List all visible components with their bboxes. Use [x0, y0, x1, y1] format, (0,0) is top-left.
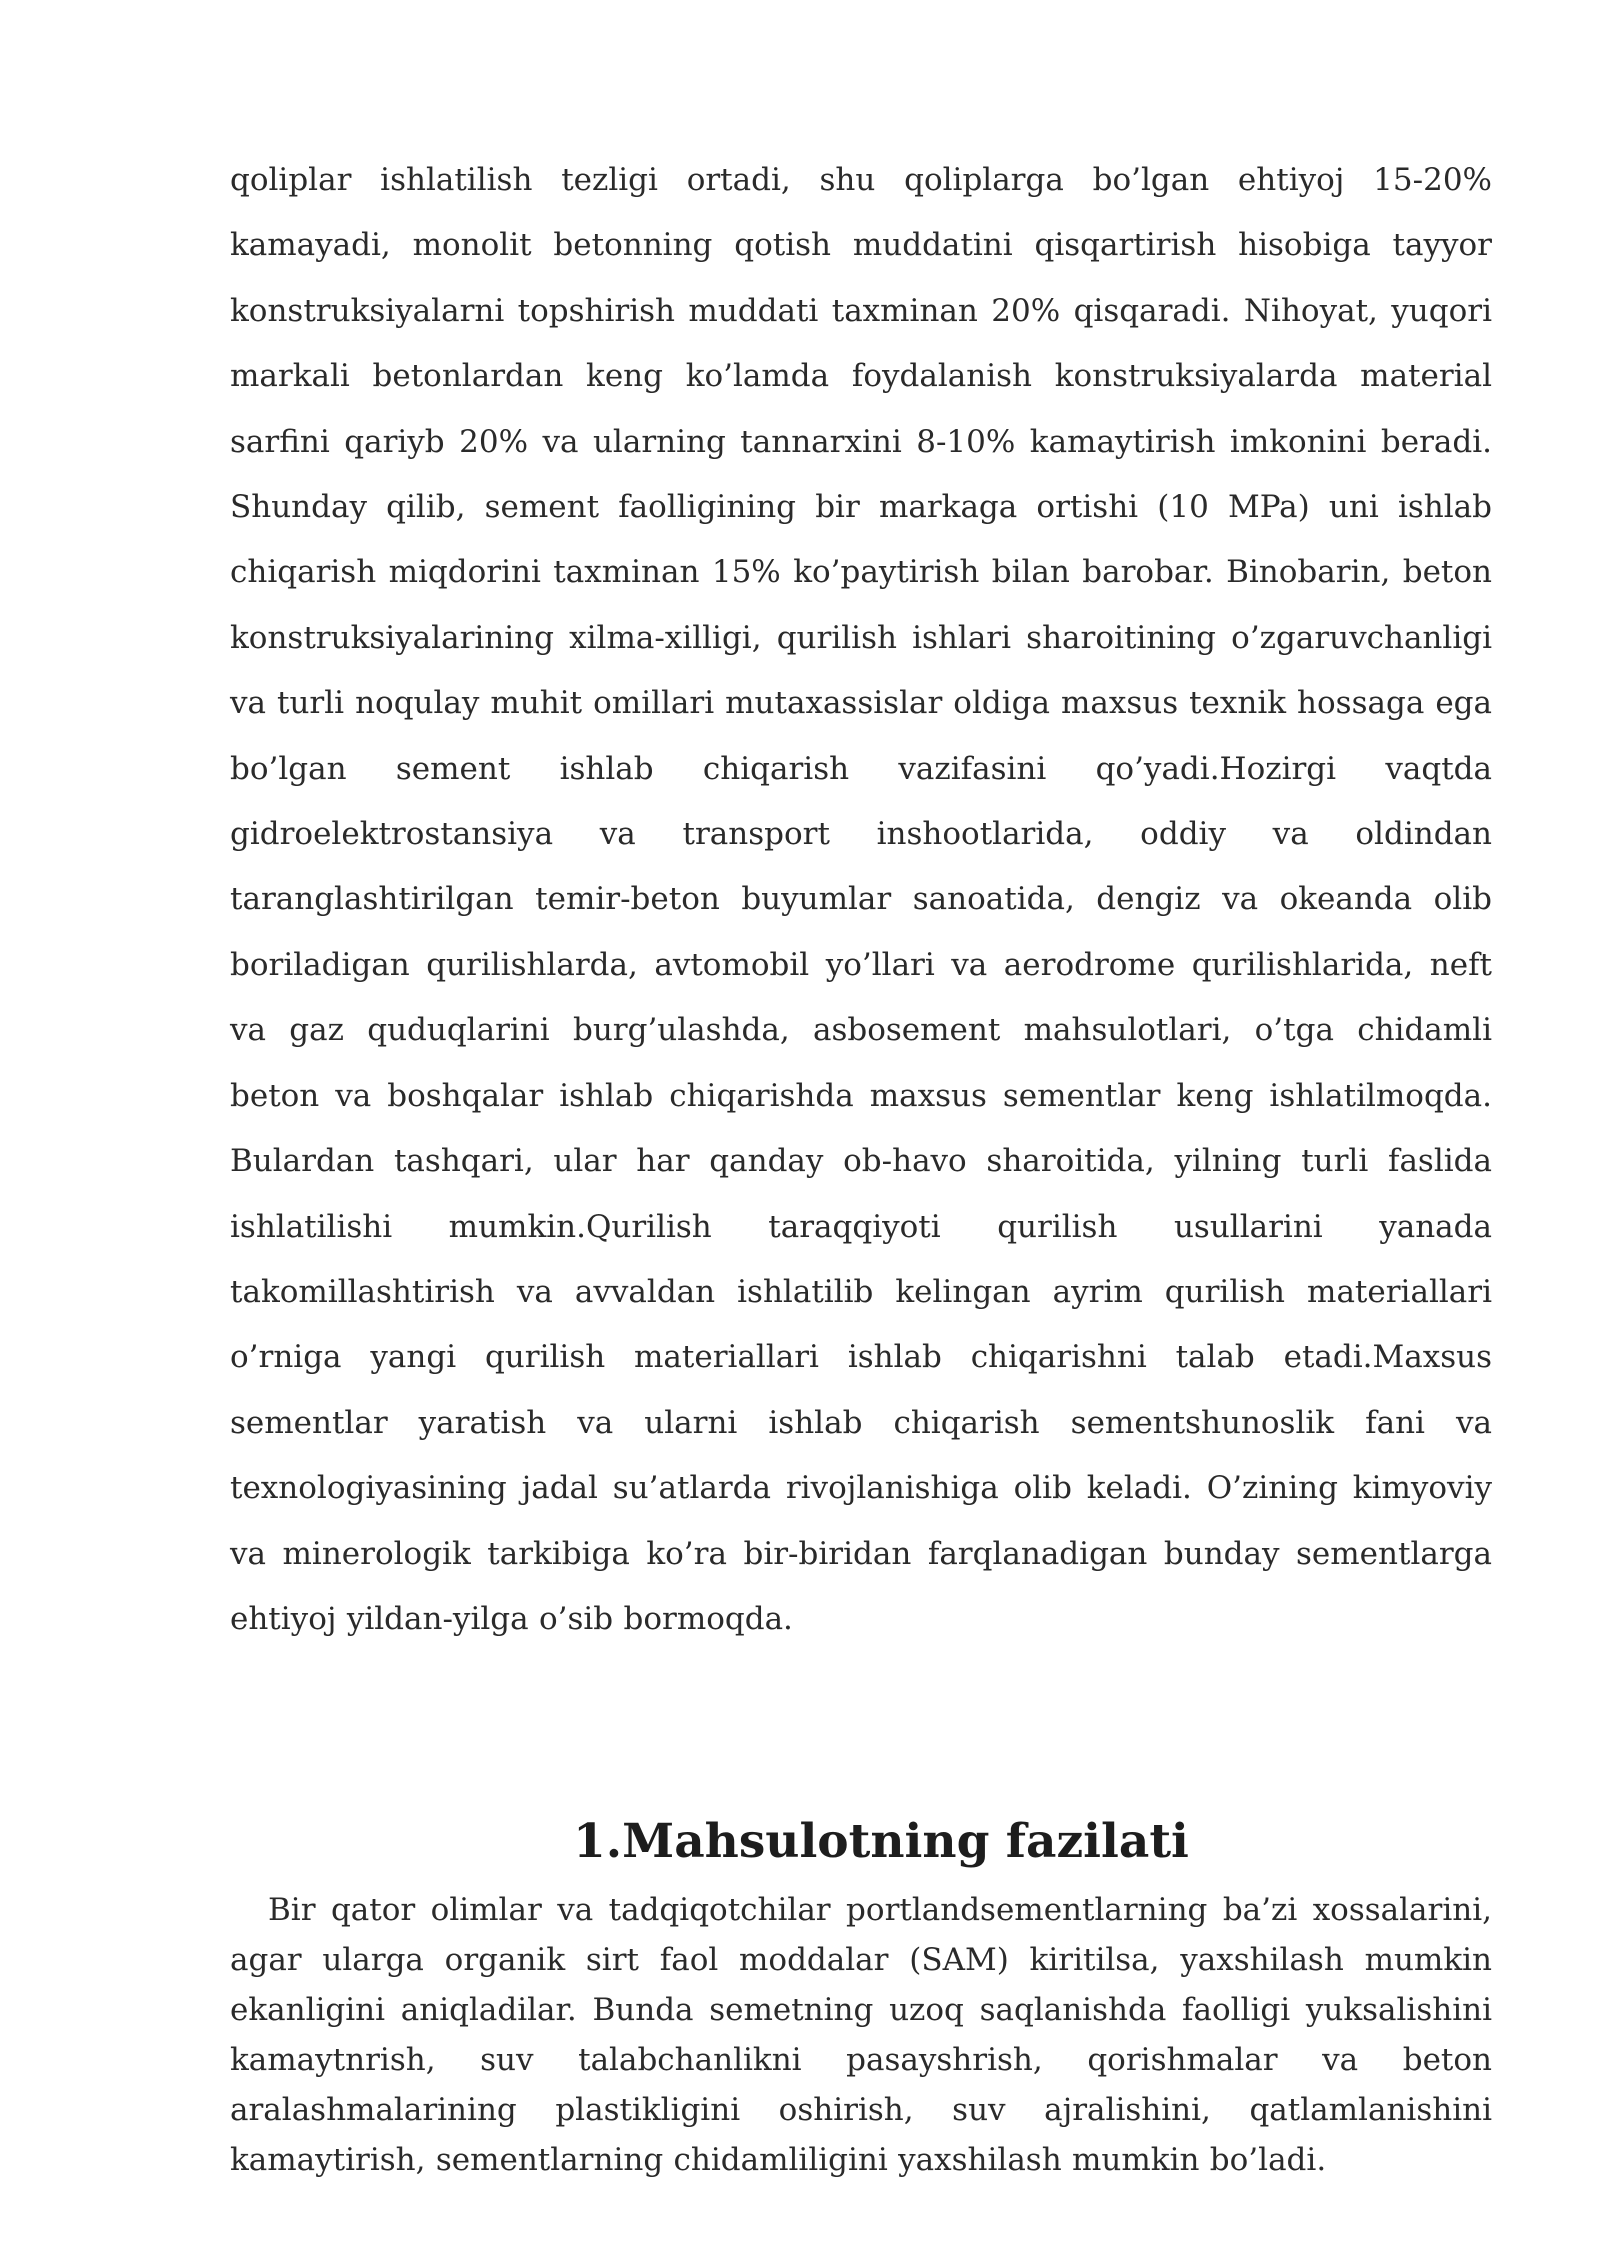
section-heading: 1.Mahsulotning fazilati — [573, 1814, 1189, 1870]
section-paragraph: Bir qator olimlar va tadqiqotchilar portlandsementlarning ba’zi xossalarini, agar ularga organik sirt faol moddalar (SAM) kiritilsa, yaxshilash mumkin ekanligini aniqladilar. Bunda semetning uzoq saqlanishda faolligi yuksalishini kamaytnrish, suv talabchanlikni pasayshrish, qorishmalar va beton aralashmalarining plastikligini oshirish, suv ajralishini, qatlamlanishini kamaytirish, sementlarning chidamliligini yaxshilash mumkin bo’ladi. — [230, 1892, 1492, 2179]
body-paragraph: qoliplar ishlatilish tezligi ortadi, shu qoliplarga bo’lgan ehtiyoj 15-20% kamayadi, monolit betonning qotish muddatini qisqartirish hisobiga tayyor konstruksiyalarni topshirish muddati taxminan 20% qisqaradi. Nihoyat, yuqori markali betonlardan keng ko’lamda foydalanish konstruksiyalarda material sarfini qariyb 20% va ularning tannarxini 8-10% kamaytirish imkonini beradi. Shunday qilib, sement faolligining bir markaga ortishi (10 MPa) uni ishlab chiqarish miqdorini taxminan 15% ko’paytirish bilan barobar. Binobarin, beton konstruksiyalarining xilma-xilligi, qurilish ishlari sharoitining o’zgaruvchanligi va turli noqulay muhit omillari mutaxassislar oldiga maxsus texnik hossaga ega bo’lgan sement ishlab chiqarish vazifasini qo’yadi.Hozirgi vaqtda gidroelektrostansiya va transport inshootlarida, oddiy va oldindan taranglashtirilgan temir-beton buyumlar sanoatida, dengiz va okeanda olib boriladigan qurilishlarda, avtomobil yo’llari va aerodrome qurilishlarida, neft va gaz quduqlarini burg’ulashda, asbosement mahsulotlari, o’tga chidamli beton va boshqalar ishlab chiqarishda maxsus sementlar keng ishlatilmoqda. Bulardan tashqari, ular har qanday ob-havo sharoitida, yilning turli faslida ishlatilishi mumkin.Qurilish taraqqiyoti qurilish usullarini yanada takomillashtirish va avvaldan ishlatilib kelingan ayrim qurilish materiallari o’rniga yangi qurilish materiallari ishlab chiqarishni talab etadi.Maxsus sementlar yaratish va ularni ishlab chiqarish sementshunoslik fani va texnologiyasining jadal su’atlarda rivojlanishiga olib keladi. O’zining kimyoviy va minerologik tarkibiga ko’ra bir-biridan farqlanadigan bunday sementlarga ehtiyoj yildan-yilga o’sib bormoqda. — [230, 162, 1492, 1637]
document-page — [230, 148, 1492, 2185]
